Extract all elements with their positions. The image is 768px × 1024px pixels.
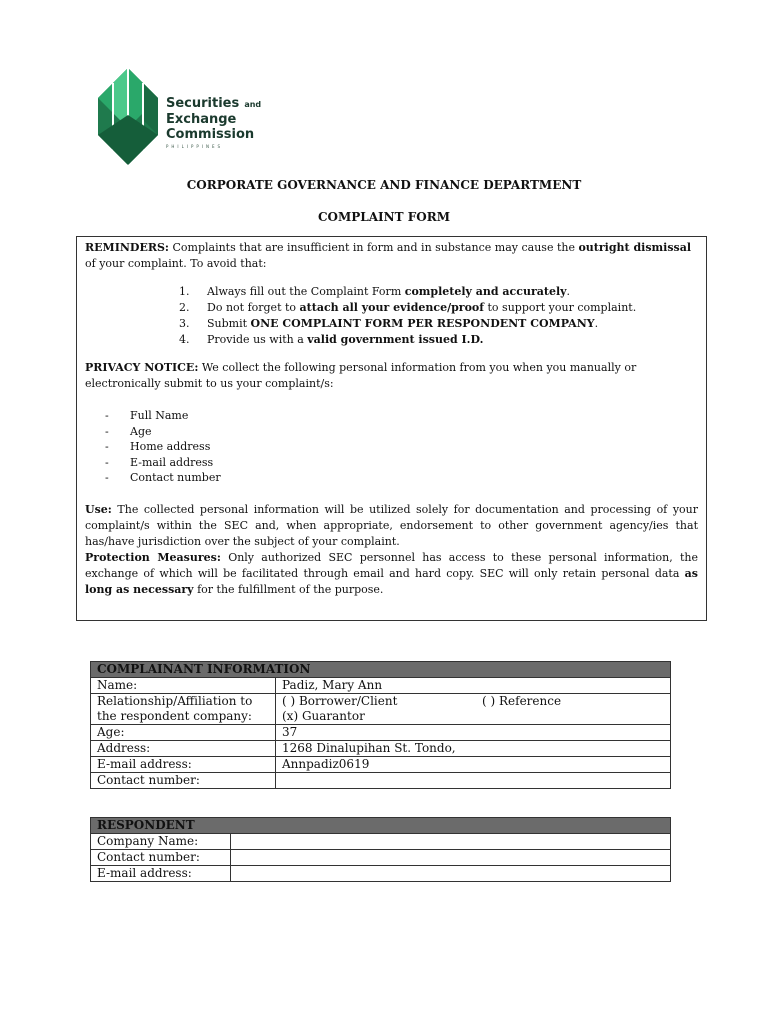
personal-info-item: - Contact number <box>105 471 221 484</box>
list-text: Provide us with a <box>207 333 308 346</box>
reminders-intro-text-2: of your complaint. To avoid that: <box>85 257 267 270</box>
reminders-box <box>76 236 707 621</box>
contact-field[interactable] <box>276 773 671 789</box>
sec-logo <box>88 60 263 170</box>
list-text: . <box>594 317 599 330</box>
table-row <box>91 678 671 694</box>
table-row <box>91 694 671 725</box>
reminders-list-item <box>179 300 698 316</box>
respondent-contact-label: Contact number: <box>91 850 231 866</box>
option-guarantor-checkbox[interactable]: (x) Guarantor <box>282 709 365 723</box>
use-text: The collected personal information will be utilized solely for documentation and processing of your complaint/s within the SEC and, when appropriate, endorsement to other government agency/ies that has/have jurisdiction over the subject of your complaint. <box>85 502 698 548</box>
logo-line-exchange: Exchange <box>166 112 237 127</box>
table-row <box>91 834 671 850</box>
table-row <box>91 741 671 757</box>
email-field[interactable]: Annpadiz0619 <box>276 757 671 773</box>
email-label: E-mail address: <box>91 757 276 773</box>
protection-text: Only authorized SEC personnel has access to these personal information, the exchange of which will be facilitated through email and hard copy. SEC will only retain personal data <box>85 550 698 580</box>
list-text: to support your complaint. <box>484 301 637 314</box>
privacy-notice <box>85 360 698 392</box>
list-text: Submit <box>207 317 251 330</box>
complainant-header: COMPLAINANT INFORMATION <box>91 662 671 678</box>
personal-info-text: Home address <box>130 440 211 453</box>
privacy-text: We collect the following personal information from you when you manually or electronically submit to us your complaint/s: <box>85 361 637 390</box>
relationship-label-line-2: the respondent company: <box>97 709 252 723</box>
personal-info-text: E-mail address <box>130 455 214 469</box>
age-label: Age: <box>91 725 276 741</box>
address-label: Address: <box>91 741 276 757</box>
personal-info-item: - E-mail address <box>105 455 214 469</box>
logo-line-philippines: PHILIPPINES <box>166 144 224 149</box>
complainant-table <box>90 661 671 789</box>
company-name-field[interactable] <box>231 834 671 850</box>
protection-bold: as long as necessary <box>85 566 698 596</box>
logo-line-commission: Commission <box>166 127 255 142</box>
personal-info-text: Contact number <box>130 471 221 484</box>
company-name-label: Company Name: <box>91 834 231 850</box>
reminders-list-item <box>179 332 698 348</box>
reminders-label: REMINDERS: <box>85 241 169 254</box>
table-row <box>91 773 671 789</box>
personal-info-text: Age <box>130 424 152 438</box>
list-number: 2. <box>179 301 190 314</box>
department-title: CORPORATE GOVERNANCE AND FINANCE DEPARTMENT <box>186 178 582 192</box>
list-text: Always fill out the Complaint Form <box>207 285 405 298</box>
respondent-email-field[interactable] <box>231 866 671 882</box>
respondent-header-row <box>91 818 671 834</box>
table-row <box>91 725 671 741</box>
respondent-email-label: E-mail address: <box>91 866 231 882</box>
protection-paragraph <box>85 550 698 598</box>
form-title: COMPLAINT FORM <box>318 210 450 224</box>
reminders-intro <box>85 240 698 272</box>
table-row <box>91 866 671 882</box>
list-bold: ONE COMPLAINT FORM PER RESPONDENT COMPANY <box>250 317 595 330</box>
personal-info-text: Full Name <box>130 409 189 422</box>
sec-logo-text <box>166 94 261 150</box>
name-field[interactable]: Padiz, Mary Ann <box>276 678 671 694</box>
name-label: Name: <box>91 678 276 694</box>
list-number: 4. <box>179 333 190 346</box>
sec-logo-emblem-icon <box>88 60 168 170</box>
respondent-table <box>90 817 671 882</box>
list-number: 1. <box>179 285 190 298</box>
complainant-header-row <box>91 662 671 678</box>
respondent-contact-field[interactable] <box>231 850 671 866</box>
contact-label: Contact number: <box>91 773 276 789</box>
list-bold: completely and accurately <box>404 285 567 298</box>
personal-info-list <box>85 408 698 486</box>
relationship-label-line-1: Relationship/Affiliation to <box>97 694 253 708</box>
protection-label: Protection Measures: <box>85 550 221 564</box>
personal-info-item: - Full Name <box>105 409 189 422</box>
relationship-label <box>91 694 276 725</box>
option-reference-checkbox[interactable]: ( ) Reference <box>482 694 562 708</box>
logo-line-securities: Securities <box>166 96 240 111</box>
use-paragraph <box>85 502 698 550</box>
age-field[interactable]: 37 <box>276 725 671 741</box>
reminders-list-item <box>179 316 698 332</box>
relationship-options <box>276 694 671 725</box>
table-row <box>91 757 671 773</box>
privacy-label: PRIVACY NOTICE: <box>85 361 199 374</box>
list-number: 3. <box>179 317 190 330</box>
protection-text-2: for the fulfillment of the purpose. <box>193 582 384 596</box>
personal-info-item: - Home address <box>105 440 211 453</box>
respondent-header: RESPONDENT <box>91 818 671 834</box>
personal-info-item: - Age <box>105 424 152 438</box>
reminders-list-item <box>179 284 698 300</box>
option-borrower-checkbox[interactable]: ( ) Borrower/Client <box>282 694 398 708</box>
list-bold: valid government issued I.D. <box>307 333 484 346</box>
list-text: . <box>566 285 571 298</box>
logo-line-and: and <box>244 100 262 109</box>
address-field[interactable]: 1268 Dinalupihan St. Tondo, <box>276 741 671 757</box>
reminders-list <box>85 284 698 348</box>
use-label: Use: <box>85 502 112 516</box>
reminders-intro-text: Complaints that are insufficient in form and in substance may cause the <box>168 241 579 254</box>
reminders-intro-bold: outright dismissal <box>578 241 692 254</box>
table-row <box>91 850 671 866</box>
list-text: Do not forget to <box>207 301 300 314</box>
list-bold: attach all your evidence/proof <box>299 301 485 314</box>
